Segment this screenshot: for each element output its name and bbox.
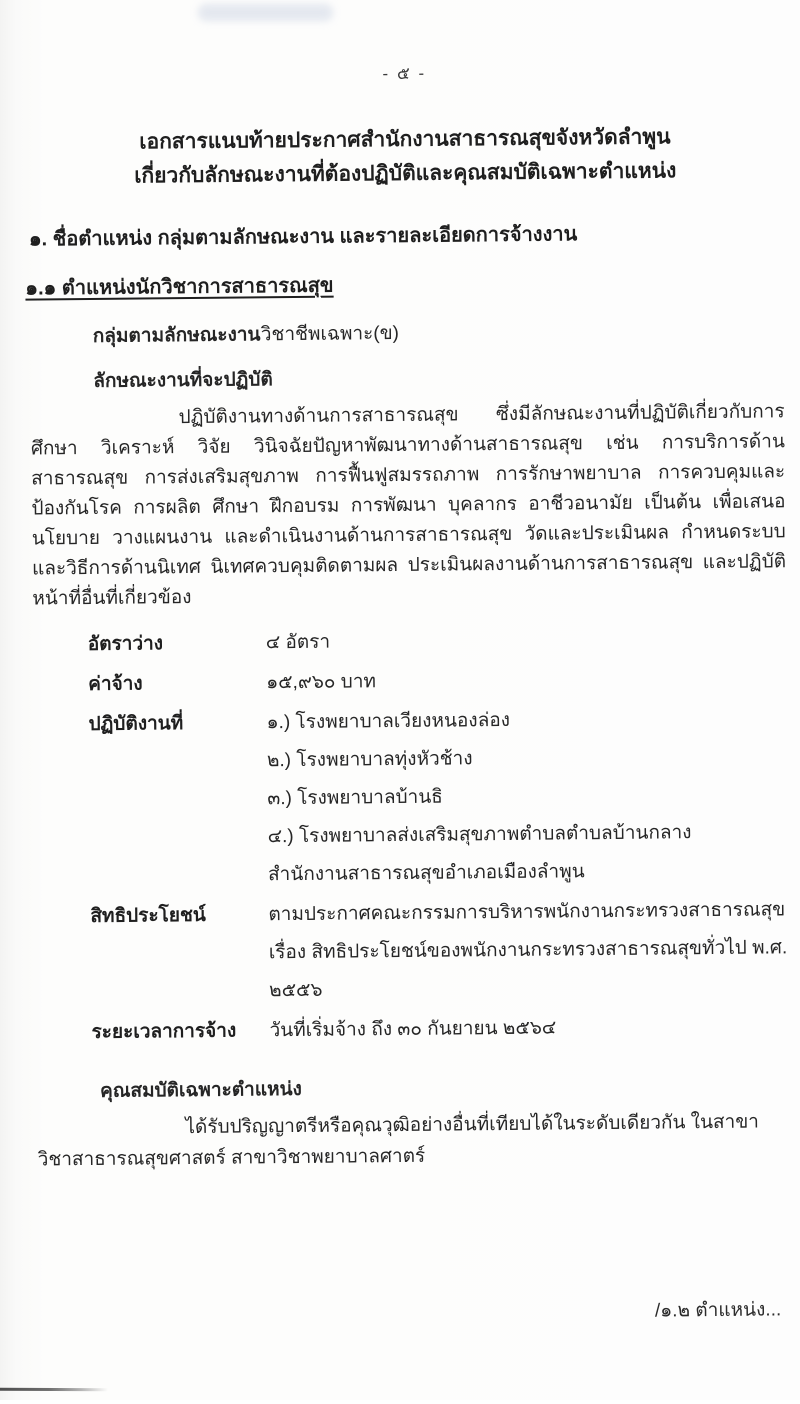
work-group-label: กลุ่มตามลักษณะงาน [92, 324, 261, 347]
position-heading-row [25, 247, 783, 303]
detail-row-employment-period [91, 1007, 790, 1052]
position-details-list [88, 619, 791, 1052]
detail-label-benefits: สิทธิประโยชน์ [90, 904, 206, 927]
document-title-line1: เอกสารแนบท้ายประกาศสำนักงานสาธารณสุขจังหวัดลำพูน [139, 125, 671, 154]
detail-value: ๑๕,๙๖๐ บาท [266, 671, 377, 694]
worksite-item-5: สำนักงานสาธารณสุขอำเภอเมืองลำพูน [267, 861, 585, 886]
detail-values-wage [266, 659, 787, 702]
document-title-line2: เกี่ยวกับลักษณะงานที่ต้องปฏิบัติและคุณสมบัติเฉพาะตำแหน่ง [134, 159, 677, 188]
document-title [28, 119, 783, 194]
duties-paragraph: ปฏิบัติงานทางด้านการสาธารณสุข ซึ่งมีลักษณะงานที่ปฏิบัติเกี่ยวกับการศึกษา วิเคราะห์ วิจัย วินิจฉัยปัญหาพัฒนาทางด้านสาธารณสุข เช่น การบริการด้านสาธารณสุข การส่งเสริมสุขภาพ การฟื้นฟูสมรรถภาพ การรักษาพยาบาล การควบคุมและป้องกันโรค การผลิต ศึกษา ฝึกอบรม การพัฒนา บุคลากร อาชีวอนามัย เป็นต้น เพื่อเสนอนโยบาย วางแผนงาน และดำเนินงานด้านการสาธารณสุข วัดและประเมินผล กำหนดระบบและวิธีการด้านนิเทศ นิเทศควบคุมติดตามผล ประเมินผลงานด้านการสาธารณสุข และปฏิบัติหน้าที่อื่นที่เกี่ยวข้อง [30, 401, 787, 610]
position-1-1-heading: ๑.๑ ตำแหน่งนักวิชาการสาธารณสุข [25, 274, 334, 300]
detail-label-employment-period: ระยะเวลาการจ้าง [91, 1020, 237, 1043]
detail-label-wage: ค่าจ้าง [88, 673, 143, 695]
worksite-item-1: ๑.) โรงพยาบาลเวียงหนองล่อง [266, 709, 511, 734]
detail-label-vacancies: อัตราว่าง [87, 633, 164, 656]
worksite-item-4: ๔.) โรงพยาบาลส่งเสริมสุขภาพตำบลตำบลบ้านกลาง [267, 822, 692, 848]
qualification-heading: คุณสมบัติเฉพาะตำแหน่ง [99, 1078, 302, 1102]
worksite-item-3: ๓.) โรงพยาบาลบ้านธิ [267, 786, 443, 810]
detail-row-worksites [88, 699, 789, 896]
benefit-line-2: เรื่อง สิทธิประโยชน์ของพนักงานกระทรวงสาธารณสุขทั่วไป พ.ศ. ๒๕๕๖ [268, 937, 788, 1002]
detail-row-vacancies [88, 619, 787, 664]
detail-row-benefits [90, 891, 790, 1012]
work-group-row [93, 314, 784, 351]
detail-values-vacancies [266, 619, 787, 662]
employment-period-value: วันที่เริ่มจ้าง ถึง ๓๐ กันยายน ๒๕๖๔ [269, 1017, 557, 1042]
benefit-line-1: ตามประกาศคณะกรรมการบริหารพนักงานกระทรวงสาธารณสุข [268, 899, 786, 926]
duties-heading: ลักษณะงานที่จะปฏิบัติ [93, 369, 273, 392]
work-group-value: วิชาชีพเฉพาะ(ข) [260, 322, 400, 346]
scan-edge-artifact [0, 1388, 108, 1392]
detail-values-worksites [266, 699, 789, 894]
continuation-note: /๑.๒ ตำแหน่ง... [654, 1299, 782, 1322]
detail-value: ๔ อัตรา [265, 631, 331, 654]
qualification-paragraph: ได้รับปริญญาตรีหรือคุณวุฒิอย่างอื่นที่เทียบได้ในระดับเดียวกัน ในสาขาวิชาสาธารณสุขศาสตร์ สาขาวิชาพยาบาลศาตร์ [37, 1111, 760, 1171]
detail-values-employment-period [269, 1007, 790, 1050]
detail-values-benefits [268, 891, 790, 1010]
page-number: - ๕ - [382, 63, 427, 84]
detail-label-worksites: ปฏิบัติงานที่ [88, 713, 184, 735]
section-1-heading: ๑. ชื่อตำแหน่ง กลุ่มตามลักษณะงาน และรายละเอียดการจ้างงาน [28, 223, 578, 251]
worksite-item-2: ๒.) โรงพยาบาลทุ่งหัวช้าง [266, 748, 473, 772]
detail-row-wage [88, 659, 787, 704]
